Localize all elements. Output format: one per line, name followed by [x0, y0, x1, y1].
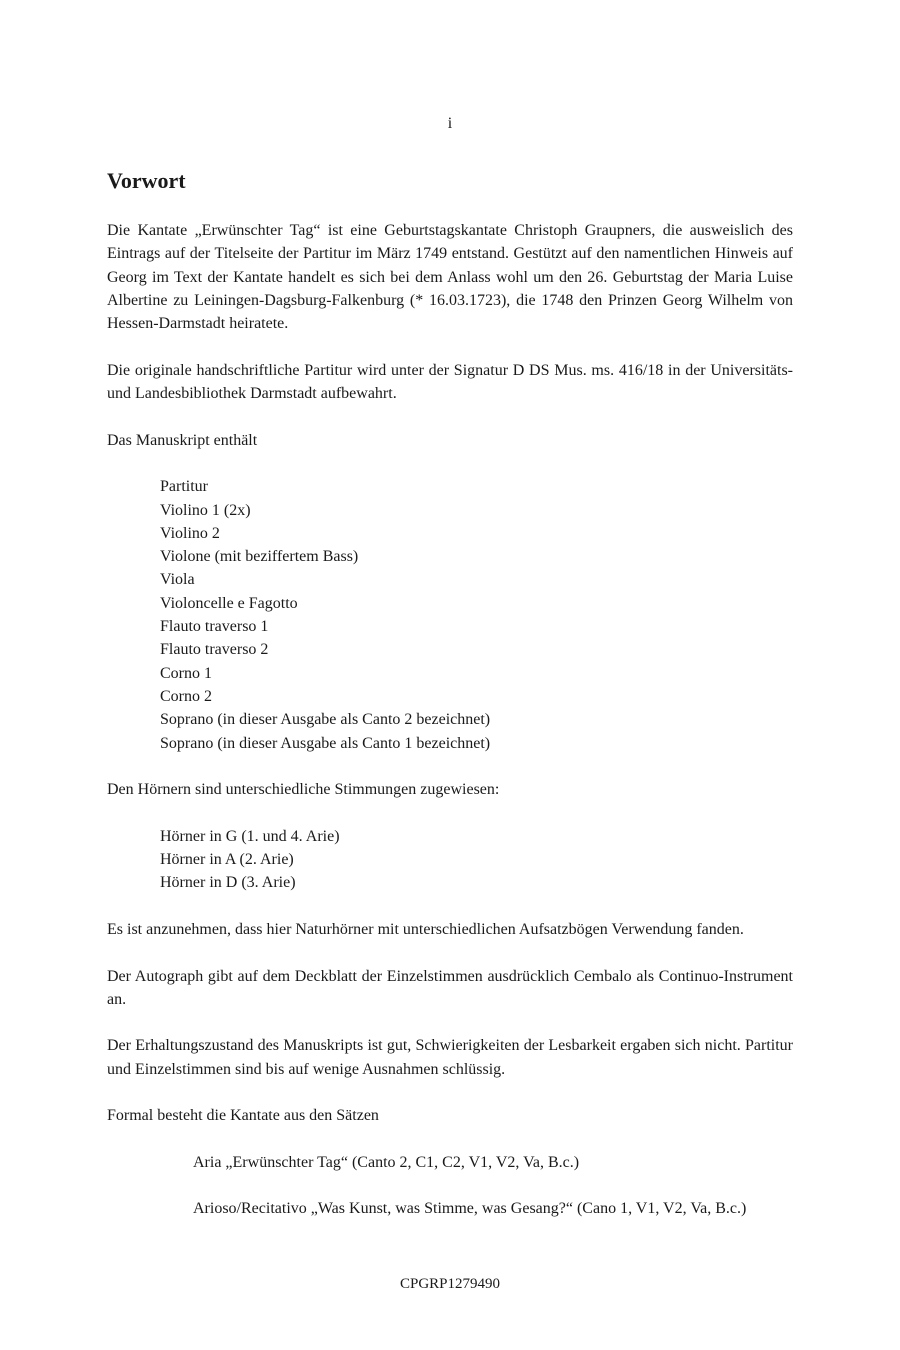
paragraph-condition: Der Erhaltungszustand des Manuskripts ist gut, Schwierigkeiten der Lesbarkeit ergaben sich nicht. Partitur und Einzelstimmen sind bis auf wenige Ausnahmen schlüssig. [107, 1037, 793, 1078]
catalog-number: CPGRP1279490 [399, 1276, 501, 1292]
list-item: Aria „Erwünschter Tag“ (Canto 2, C1, C2, V1, V2, Va, B.c.) [193, 1153, 580, 1171]
page-title: Vorwort [107, 168, 186, 193]
movements-list [107, 1151, 793, 1221]
page-number: i [447, 115, 453, 132]
list-item: Violoncelle e Fagotto [160, 594, 298, 612]
list-item: Hörner in A (2. Arie) [160, 851, 294, 869]
list-item: Violino 1 (2x) [160, 501, 251, 519]
list-item: Soprano (in dieser Ausgabe als Canto 2 bezeichnet) [160, 711, 491, 729]
list-item: Flauto traverso 1 [160, 618, 269, 636]
list-item: Hörner in G (1. und 4. Arie) [160, 827, 340, 845]
list-item: Hörner in D (3. Arie) [160, 874, 296, 892]
paragraph-movements-intro: Formal besteht die Kantate aus den Sätzen [107, 1107, 379, 1125]
list-item: Corno 1 [160, 664, 212, 682]
list-item: Corno 2 [160, 687, 212, 705]
paragraph-manuscript-intro: Das Manuskript enthält [107, 431, 258, 449]
list-item: Partitur [160, 478, 208, 496]
list-item: Arioso/Recitativo „Was Kunst, was Stimme, was Gesang?“ (Cano 1, V1, V2, Va, B.c.) [193, 1200, 747, 1218]
paragraph-natural-horns: Es ist anzunehmen, dass hier Naturhörner mit unterschiedlichen Aufsatzbögen Verwendung fanden. [107, 920, 744, 938]
horn-tunings-list [107, 825, 793, 895]
paragraph-intro: Die Kantate „Erwünschter Tag“ ist eine Geburtstagskantate Christoph Graupners, die ausweislich des Eintrags auf der Titelseite der Partitur im März 1749 entstand. Gestützt auf den namentlichen Hinweis auf Georg im Text der Kantate handelt es sich bei dem Anlass wohl um den 26. Geburtstag der Maria Luise Albertine zu Leiningen-Dagsburg-Falkenburg (* 16.03.1723), die 1748 den Prinzen Georg Wilhelm von Hessen-Darmstadt heiratete. [107, 222, 793, 333]
manuscript-contents-list [107, 475, 793, 755]
document-body [107, 219, 793, 1244]
paragraph-signature: Die originale handschriftliche Partitur wird unter der Signatur D DS Mus. ms. 416/18 in der Universitäts- und Landesbibliothek Darmstadt aufbewahrt. [107, 361, 793, 403]
list-item: Violone (mit beziffertem Bass) [160, 548, 359, 566]
list-item: Soprano (in dieser Ausgabe als Canto 1 bezeichnet) [160, 734, 491, 752]
list-item: Viola [160, 571, 195, 589]
list-item: Flauto traverso 2 [160, 641, 269, 659]
paragraph-horns-intro: Den Hörnern sind unterschiedliche Stimmungen zugewiesen: [107, 781, 500, 799]
paragraph-continuo: Der Autograph gibt auf dem Deckblatt der Einzelstimmen ausdrücklich Cembalo als Continuo-Instrument an. [107, 967, 793, 1008]
list-item: Violino 2 [160, 524, 220, 542]
